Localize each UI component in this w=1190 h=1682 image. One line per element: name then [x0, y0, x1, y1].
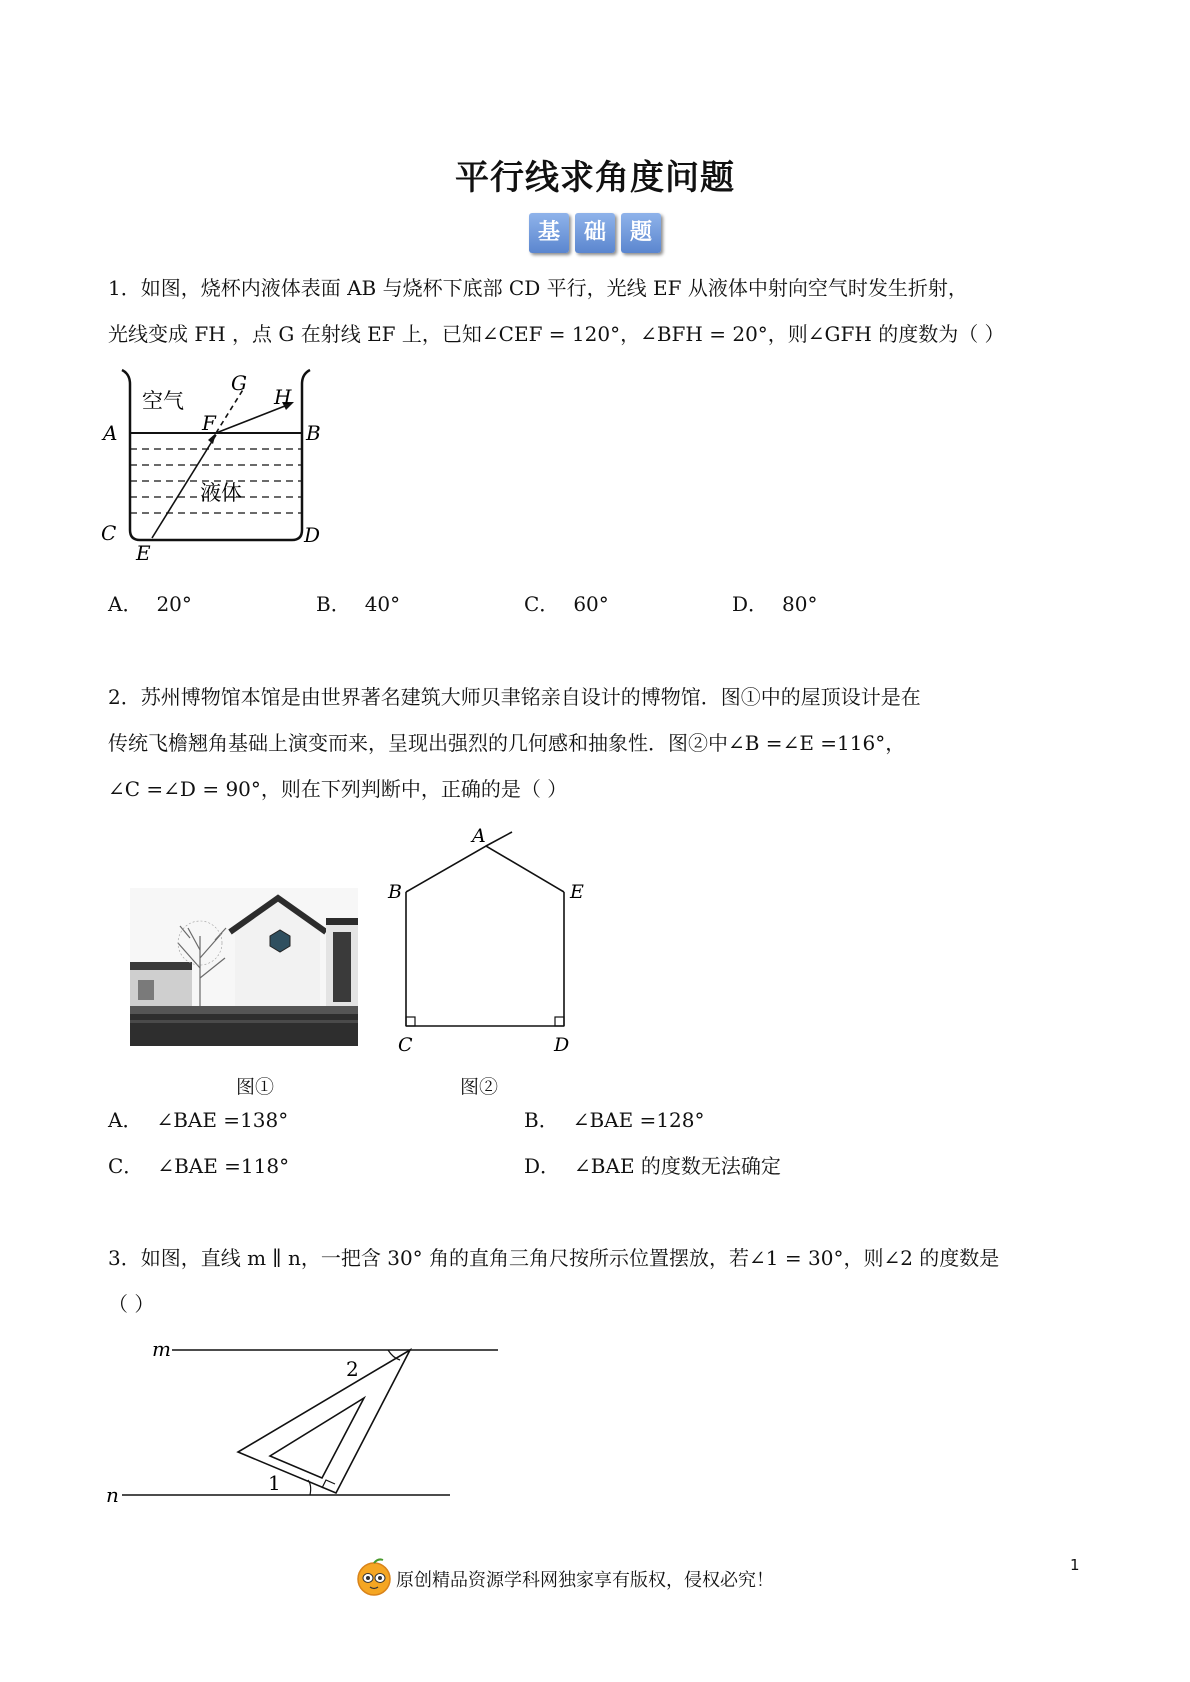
badge-char: 题 [621, 213, 661, 253]
label-angle-1: 1 [268, 1471, 281, 1495]
point-label-f: F [202, 411, 216, 435]
option-text: ∠BAE =138° [156, 1108, 289, 1132]
label-angle-2: 2 [346, 1357, 359, 1381]
q2-option-d[interactable] [524, 1152, 781, 1180]
point-label-c: C [398, 1034, 413, 1056]
q2-option-b[interactable] [524, 1106, 705, 1134]
point-label-a: A [103, 421, 118, 445]
option-text: 20° [156, 592, 192, 616]
q1-option-c[interactable] [524, 590, 609, 618]
point-label-h: H [274, 385, 292, 409]
point-label-d: D [304, 523, 321, 547]
point-label-g: G [231, 371, 247, 395]
option-letter: B． [316, 592, 351, 616]
q1-beaker-figure [100, 360, 360, 570]
q3-text-line-1: 3．如图，直线 m ∥ n，一把含 30° 角的直角三角尺按所示位置摆放，若∠1 = 30°，则∠2 的度数是 [108, 1246, 1000, 1270]
label-n: n [106, 1483, 119, 1507]
page-title: 平行线求角度问题 [455, 158, 735, 198]
option-text: ∠BAE =118° [157, 1154, 290, 1178]
q2-text-line-3: ∠C =∠D = 90°，则在下列判断中，正确的是（ ） [108, 777, 568, 801]
q3-text-line-2: （ ） [108, 1292, 155, 1316]
roof-lines [406, 846, 564, 892]
point-label-e: E [136, 541, 151, 565]
option-letter: B． [524, 1108, 559, 1132]
option-letter: A． [108, 592, 143, 616]
figure-1-caption: 图① [236, 1076, 275, 1098]
point-label-e: E [570, 881, 584, 903]
point-label-d: D [554, 1034, 570, 1056]
right-angle-mark [322, 1480, 335, 1488]
difficulty-badge [0, 213, 1190, 253]
right-angle-d [555, 1017, 564, 1026]
option-letter: D． [524, 1154, 561, 1178]
option-text: 80° [782, 592, 818, 616]
air-label: 空气 [142, 389, 184, 413]
badge-char: 础 [575, 213, 615, 253]
point-label-b: B [388, 881, 402, 903]
option-text: 60° [573, 592, 609, 616]
badge-char: 基 [529, 213, 569, 253]
option-letter: D． [732, 592, 769, 616]
figure-2-caption: 图② [460, 1076, 499, 1098]
q2-option-a[interactable] [108, 1106, 288, 1134]
extension-line [486, 832, 512, 846]
point-label-a: A [472, 826, 486, 847]
angle-2-arc [388, 1350, 400, 1360]
q1-text-line-1: 1．如图，烧杯内液体表面 AB 与烧杯下底部 CD 平行，光线 EF 从液体中射向空气时发生折射， [108, 276, 968, 300]
q2-text-line-2: 传统飞檐翘角基础上演变而来，呈现出强烈的几何感和抽象性．图②中∠B =∠E =116°， [108, 731, 906, 755]
right-angle-c [406, 1017, 415, 1026]
option-text: ∠BAE 的度数无法确定 [574, 1154, 781, 1178]
option-letter: C． [108, 1154, 144, 1178]
option-letter: A． [108, 1108, 143, 1132]
q2-option-c[interactable] [108, 1152, 289, 1180]
label-m: m [152, 1337, 171, 1361]
option-text: ∠BAE =128° [572, 1108, 705, 1132]
copyright-notice: 原创精品资源学科网独家享有版权，侵权必究！ [396, 1570, 774, 1591]
q2-text-line-1: 2．苏州博物馆本馆是由世界著名建筑大师贝聿铭亲自设计的博物馆．图①中的屋顶设计是在 [108, 685, 921, 709]
point-label-b: B [306, 421, 321, 445]
point-label-c: C [101, 521, 117, 545]
q2-pentagon-figure [386, 826, 606, 1066]
option-letter: C． [524, 592, 560, 616]
page-number: 1 [1070, 1556, 1080, 1574]
q1-text-line-2: 光线变成 FH ，点 G 在射线 EF 上，已知∠CEF = 120°，∠BFH = 20°，则∠GFH 的度数为（ ） [108, 322, 1005, 346]
q1-option-b[interactable] [316, 590, 400, 618]
logo-icon [354, 1556, 394, 1596]
q1-option-d[interactable] [732, 590, 818, 618]
q1-option-a[interactable] [108, 590, 192, 618]
q3-triangle-figure [100, 1330, 520, 1510]
set-square-outer [238, 1350, 410, 1493]
liquid-label: 液体 [200, 481, 242, 505]
museum-photo [130, 888, 358, 1046]
option-text: 40° [364, 592, 401, 616]
